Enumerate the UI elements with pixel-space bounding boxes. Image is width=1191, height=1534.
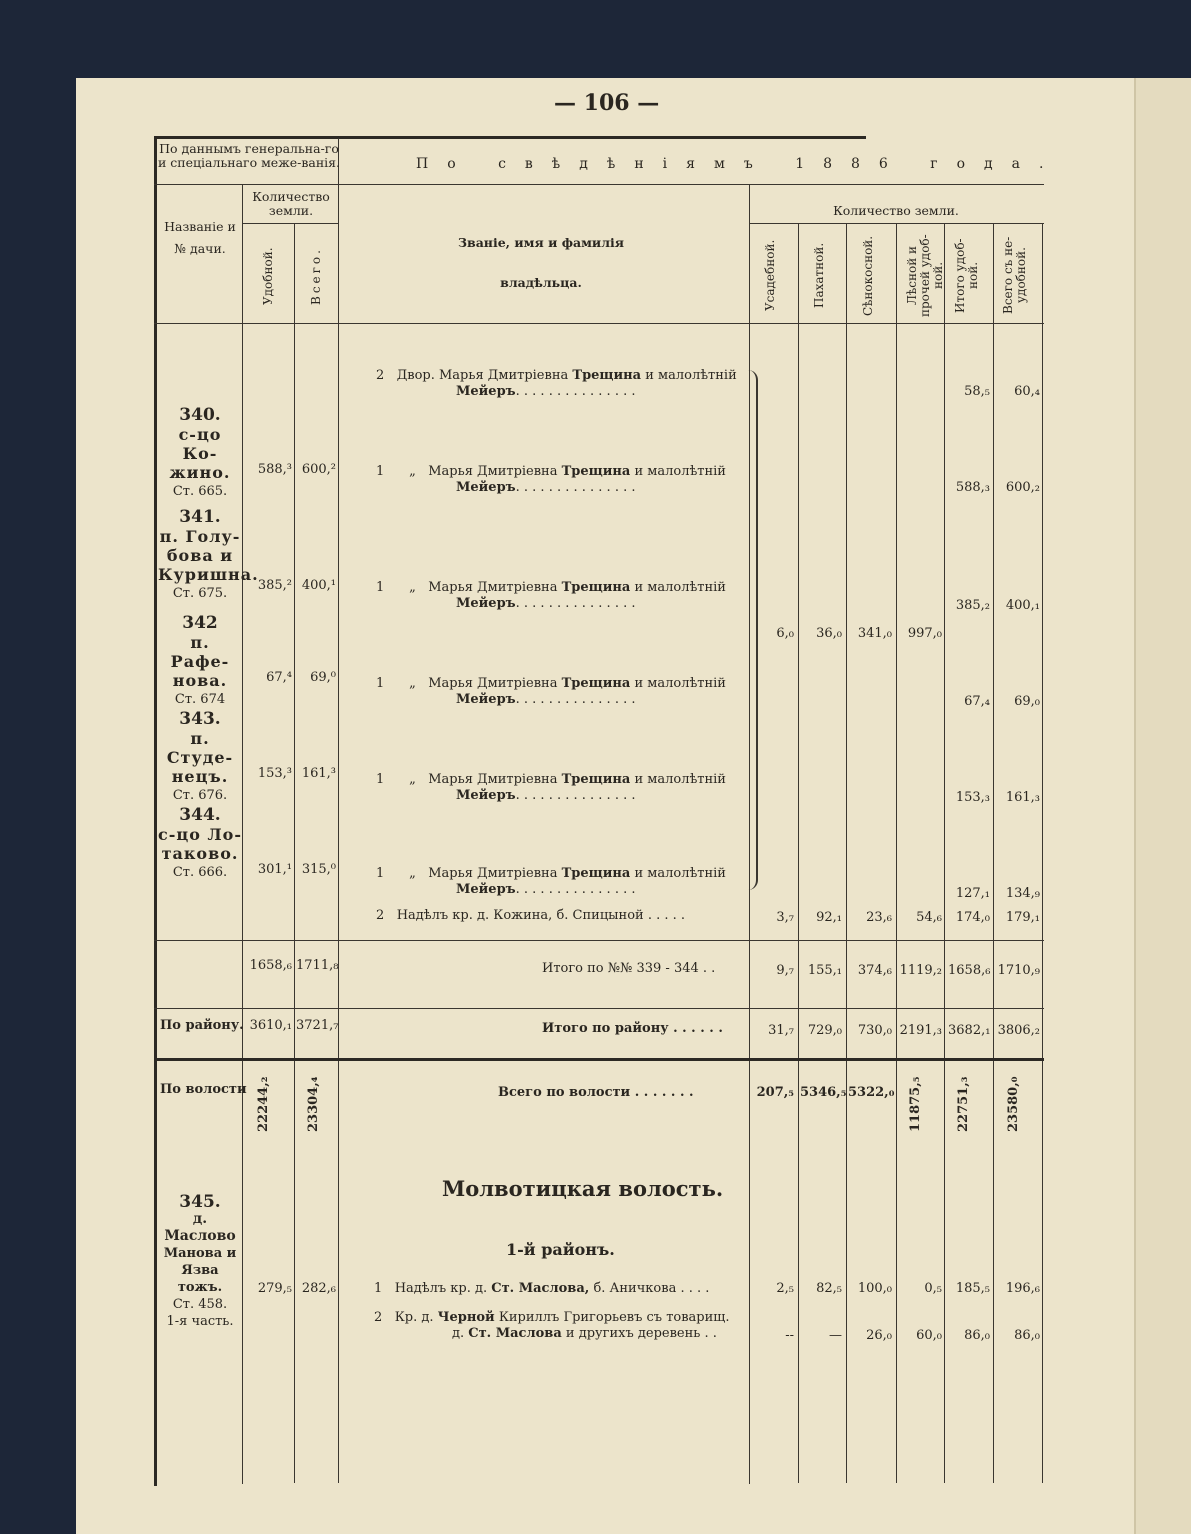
col-divider — [798, 223, 799, 1483]
row345-1-les: 0,₅ — [924, 1281, 942, 1296]
dacha-343-udob: 153,³ — [257, 766, 292, 781]
row345-2-les: 60,₀ — [916, 1328, 942, 1343]
owner-vsego: 134,₉ — [1005, 886, 1040, 901]
itogo339-udob: 1658,₆ — [249, 958, 292, 973]
dacha-343-vsego: 161,³ — [301, 766, 336, 781]
header-col-name: Названіе и № дачи. — [164, 219, 236, 256]
itogo339-vsego: 1711,₈ — [296, 958, 339, 973]
dacha-345-udob: 279,₅ — [257, 1281, 292, 1296]
dacha-342-vsego: 69,⁰ — [310, 670, 336, 685]
header-col-owner: Званіе, имя и фамилія владѣльца. — [458, 235, 624, 290]
left-border — [154, 136, 157, 1486]
col-divider — [896, 223, 897, 1483]
owner-itogo: 127,₁ — [955, 886, 990, 901]
owner-vsego: 69,₀ — [1014, 694, 1040, 709]
po-volosti-udob: 22244,₂ — [256, 1076, 271, 1132]
nadel-pakh: 92,₁ — [816, 910, 842, 925]
row-rule — [154, 940, 1044, 941]
owner-itogo: 153,₃ — [955, 790, 990, 805]
header-left-group: По даннымъ генеральна-го и спеціальнаго меже-ванія. — [157, 141, 341, 170]
dacha-343: 343. п. Студе-нецъ. Ст. 676. — [166, 709, 234, 803]
dacha-341-vsego: 400,¹ — [301, 578, 336, 593]
header-col-vsego2: Всего съ не-удобной. — [1001, 236, 1028, 315]
row345-2-usad: -- — [785, 1328, 794, 1343]
header-col-sen: Сѣнокосной. — [861, 235, 875, 316]
nadel-itogo: 174,₀ — [955, 910, 990, 925]
owner-vsego: 161,₃ — [1005, 790, 1040, 805]
dacha-345: 345. д. Маслово Манова и Язва тожъ. Ст. 458. 1-я часть. — [163, 1192, 237, 1329]
row345-1-itogo: 185,₅ — [955, 1281, 990, 1296]
owner-row: 1 „ Марья Дмитріевна Трещина и малолѣтній Мейеръ. . . . . . . . . . . . . . . — [376, 772, 726, 803]
row345-1-vsego: 196,₆ — [1005, 1281, 1040, 1296]
header-right-group: По свѣдѣніямъ 1886 года. — [416, 156, 1063, 172]
po-volosti-les: 11875,₅ — [908, 1076, 923, 1132]
po-rayonu-itogo: 3682,₁ — [948, 1023, 991, 1038]
po-volosti-itogo: 22751,₃ — [956, 1076, 971, 1132]
page-number: — 106 — — [554, 90, 660, 116]
dacha-345-vsego: 282,₆ — [301, 1281, 336, 1296]
owner-vsego: 400,₁ — [1005, 598, 1040, 613]
header-col-les: Лѣсной и прочей удоб-ной. — [905, 234, 945, 317]
header-col-qty2: Количество земли. — [833, 203, 959, 218]
owner-row: 1 „ Марья Дмитріевна Трещина и малолѣтній Мейеръ. . . . . . . . . . . . . . . — [376, 676, 726, 707]
dacha-344-udob: 301,¹ — [257, 862, 292, 877]
header-rule — [242, 223, 338, 224]
nadel-vsego: 179,₁ — [1005, 910, 1040, 925]
nadel-row: 2 Надѣлъ кр. д. Кожина, б. Спицыной . . . . . — [376, 908, 686, 923]
itogo339-sen: 374,₆ — [857, 963, 892, 978]
itogo339-itogo: 1658,₆ — [948, 963, 991, 978]
dacha-340: 340. с-цо Ко-жино. Ст. 665. — [169, 405, 231, 499]
itogo339-label: Итого по №№ 339 - 344 . . — [542, 961, 716, 976]
combined-usad: 6,₀ — [776, 626, 794, 641]
row345-1-usad: 2,₅ — [776, 1281, 794, 1296]
book-page — [76, 78, 1134, 1534]
row345-1-pakh: 82,₅ — [816, 1281, 842, 1296]
po-rayonu-label: По району. — [160, 1018, 244, 1033]
nadel-usad: 3,₇ — [776, 910, 794, 925]
header-col-udob: Удобной. — [261, 247, 275, 305]
po-rayonu-pakh: 729,₀ — [807, 1023, 842, 1038]
owner-vsego: 600,₂ — [1005, 480, 1040, 495]
row345-2-vsego: 86,₀ — [1014, 1328, 1040, 1343]
owner-itogo: 67,₄ — [964, 694, 990, 709]
dacha-340-udob: 588,³ — [257, 462, 292, 477]
owner-vsego: 60,₄ — [1014, 384, 1040, 399]
header-col-itogo: Итого удоб-ной. — [953, 238, 980, 313]
header-col-qty: Количество земли. — [252, 189, 330, 218]
po-volosti-vsego2: 23580,₀ — [1006, 1076, 1021, 1132]
po-volosti-label: По волости — [160, 1082, 247, 1097]
top-rule — [154, 136, 866, 139]
itogo339-les: 1119,₂ — [899, 963, 942, 978]
section-title: Молвотицкая волость. — [442, 1176, 724, 1201]
nadel-sen: 23,₆ — [866, 910, 892, 925]
owner-itogo: 588,₃ — [955, 480, 990, 495]
itogo339-usad: 9,₇ — [776, 963, 794, 978]
po-rayonu-total-label: Итого по району . . . . . . — [542, 1021, 723, 1036]
district-title: 1-й районъ. — [506, 1240, 615, 1259]
owner-itogo: 58,₅ — [964, 384, 990, 399]
col-divider — [846, 223, 847, 1483]
po-rayonu-les: 2191,₃ — [899, 1023, 942, 1038]
po-volosti-vsego: 23304,₄ — [306, 1076, 321, 1132]
combined-les: 997,₀ — [907, 626, 942, 641]
combined-sen: 341,₀ — [857, 626, 892, 641]
col-divider — [993, 223, 994, 1483]
nadel-les: 54,₆ — [916, 910, 942, 925]
header-col-pakh: Пахатной. — [812, 242, 826, 309]
combined-pakh: 36,₀ — [816, 626, 842, 641]
dacha-341: 341. п. Голу-бова и Куришна. Ст. 675. — [158, 507, 259, 601]
po-rayonu-vsego: 3721,₇ — [296, 1018, 339, 1033]
row345-2-itogo: 86,₀ — [964, 1328, 990, 1343]
po-rayonu-sen: 730,₀ — [857, 1023, 892, 1038]
dacha-342-udob: 67,⁴ — [266, 670, 292, 685]
header-col-vsego: Всего. — [309, 247, 323, 305]
row-rule — [154, 1008, 1044, 1009]
header-rule — [154, 323, 1044, 324]
po-rayonu-usad: 31,₇ — [768, 1023, 794, 1038]
owner-row: 1 „ Марья Дмитріевна Трещина и малолѣтній Мейеръ. . . . . . . . . . . . . . . — [376, 580, 726, 611]
next-page-edge — [1134, 78, 1191, 1534]
row-345-1: 1 Надѣлъ кр. д. Ст. Маслова, б. Аничкова . . . . — [374, 1281, 710, 1296]
dacha-341-udob: 385,² — [257, 578, 292, 593]
col-divider — [338, 138, 339, 1483]
row345-2-pakh: — — [829, 1328, 842, 1343]
po-volosti-pakh: 5346,₅ — [800, 1085, 847, 1100]
owner-row: 1 „ Марья Дмитріевна Трещина и малолѣтній Мейеръ. . . . . . . . . . . . . . . — [376, 464, 726, 495]
owner-itogo: 385,₂ — [955, 598, 990, 613]
dacha-340-vsego: 600,² — [301, 462, 336, 477]
owner-row: 2 Двор. Марья Дмитріевна Трещина и малолѣтній Мейеръ. . . . . . . . . . . . . . . — [376, 368, 737, 399]
dacha-342: 342 п. Рафе-нова. Ст. 674 — [170, 613, 230, 707]
po-volosti-sen: 5322,₀ — [848, 1085, 895, 1100]
po-rayonu-vsego2: 3806,₂ — [997, 1023, 1040, 1038]
itogo339-pakh: 155,₁ — [807, 963, 842, 978]
po-volosti-total-label: Всего по волости . . . . . . . — [498, 1085, 694, 1100]
col-divider — [1042, 223, 1043, 1483]
row345-2-sen: 26,₀ — [866, 1328, 892, 1343]
po-volosti-usad: 207,₅ — [756, 1085, 794, 1100]
dacha-344: 344. с-цо Ло-таково. Ст. 666. — [158, 805, 242, 880]
header-col-usad: Усадебной. — [763, 239, 777, 312]
po-rayonu-udob: 3610,₁ — [249, 1018, 292, 1033]
row-345-2: 2 Кр. д. Черной Кириллъ Григорьевъ съ товарищ. д. Ст. Маслова и другихъ деревень . . — [374, 1310, 730, 1341]
row345-1-sen: 100,₀ — [857, 1281, 892, 1296]
col-divider — [242, 184, 243, 1484]
owner-row: 1 „ Марья Дмитріевна Трещина и малолѣтній Мейеръ. . . . . . . . . . . . . . . — [376, 866, 726, 897]
col-divider — [294, 223, 295, 1483]
col-divider — [944, 223, 945, 1483]
header-rule — [749, 223, 1044, 224]
dacha-344-vsego: 315,⁰ — [301, 862, 336, 877]
header-rule — [154, 184, 1044, 185]
row-rule-bold — [154, 1058, 1044, 1061]
itogo339-vsego2: 1710,₉ — [997, 963, 1040, 978]
